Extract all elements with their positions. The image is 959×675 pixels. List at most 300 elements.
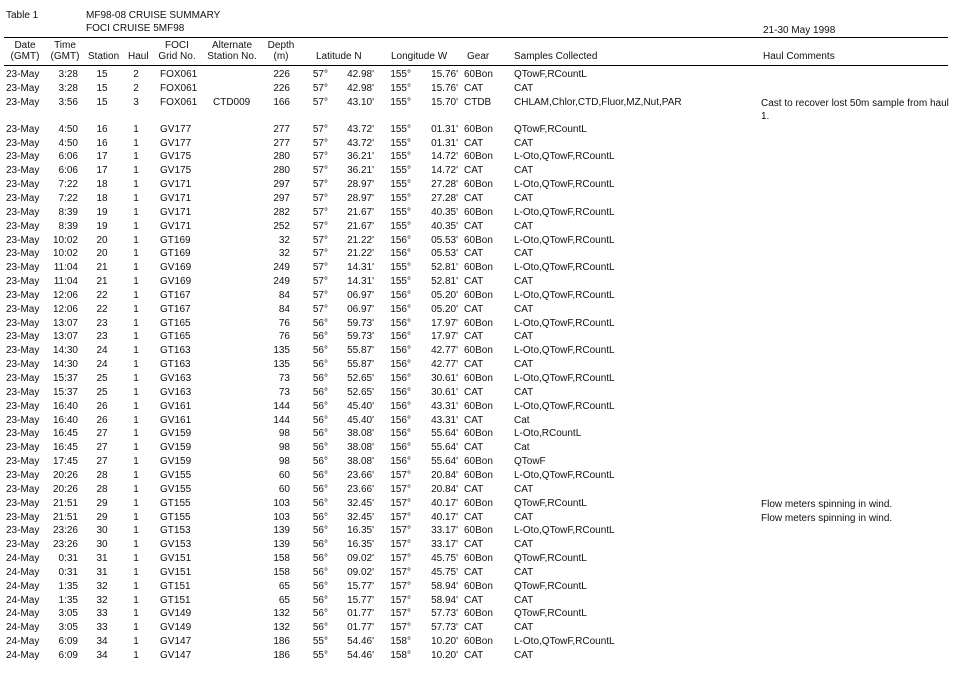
cell-grid: GV171 <box>160 179 192 191</box>
cell-lon-deg: 156° <box>390 456 411 468</box>
cell-lat-deg: 56° <box>312 594 328 606</box>
cell-gear: 60Bon <box>464 553 493 565</box>
cell-lon-deg: 157° <box>390 622 411 634</box>
table-row <box>0 567 959 581</box>
table-row <box>0 331 959 345</box>
cell-samples: CAT <box>514 82 534 94</box>
cell-depth: 186 <box>273 636 290 648</box>
col-grid-line2: Grid No. <box>158 51 196 62</box>
cell-lon-min: 01.31' <box>431 123 458 135</box>
cell-lat-deg: 57° <box>312 192 328 204</box>
cell-lat-deg: 57° <box>312 82 328 94</box>
table-row <box>0 525 959 539</box>
cell-station: 15 <box>96 82 108 94</box>
cell-lon-deg: 157° <box>390 511 411 523</box>
cell-lat-deg: 56° <box>312 331 328 343</box>
cell-depth: 65 <box>278 594 290 606</box>
cell-samples: QTowF,RCountL <box>514 553 587 565</box>
col-alt-station <box>204 40 260 62</box>
col-date-line1: Date <box>14 40 36 51</box>
cell-grid: GV177 <box>160 137 192 149</box>
cell-grid: GT151 <box>160 594 191 606</box>
cell-lon-min: 01.31' <box>431 137 458 149</box>
cell-lon-deg: 155° <box>390 192 411 204</box>
cell-grid: GV171 <box>160 220 192 232</box>
cell-lon-min: 40.17' <box>431 511 458 523</box>
cell-lat-min: 42.98' <box>347 82 374 94</box>
cell-samples: L-Oto,QTowF,RCountL <box>514 345 615 357</box>
cell-grid: FOX061 <box>160 69 198 80</box>
cell-station: 26 <box>96 414 108 426</box>
cell-lon-deg: 156° <box>390 234 411 246</box>
cell-grid: GV161 <box>160 400 192 412</box>
cell-station: 23 <box>96 317 108 329</box>
cell-grid: GV149 <box>160 622 192 634</box>
cell-haul: 1 <box>133 373 139 384</box>
cell-depth: 103 <box>273 511 290 523</box>
cell-time: 3:28 <box>58 82 78 94</box>
cell-grid: GT165 <box>160 317 191 329</box>
cell-haul: 1 <box>133 234 139 246</box>
cell-station: 32 <box>96 580 108 592</box>
cell-depth: 73 <box>278 373 290 384</box>
cell-station: 27 <box>96 428 108 440</box>
cell-lon-deg: 158° <box>390 636 411 648</box>
table-row <box>0 290 959 304</box>
cell-lon-deg: 155° <box>390 69 411 80</box>
cell-grid: GV171 <box>160 192 192 204</box>
col-grid-line1: FOCI <box>165 40 189 51</box>
col-time-line1: Time <box>54 40 76 51</box>
cell-lat-deg: 57° <box>312 165 328 177</box>
cell-lon-deg: 155° <box>390 96 411 108</box>
cell-time: 6:09 <box>58 650 78 661</box>
cell-lat-min: 59.73' <box>347 317 374 329</box>
cell-time: 6:09 <box>58 636 78 648</box>
cell-depth: 158 <box>273 553 290 565</box>
cell-gear: CAT <box>464 414 484 426</box>
cell-time: 8:39 <box>58 206 78 218</box>
cell-station: 15 <box>96 69 108 80</box>
cell-lon-min: 58.94' <box>431 580 458 592</box>
cell-gear: CAT <box>464 82 484 94</box>
cell-lat-min: 28.97' <box>347 179 374 191</box>
cell-depth: 84 <box>278 289 290 301</box>
cell-date: 23-May <box>6 234 40 246</box>
header-rule <box>4 65 948 66</box>
cell-depth: 73 <box>278 386 290 398</box>
cell-haul: 1 <box>133 151 139 163</box>
cell-grid: GV155 <box>160 483 192 495</box>
cell-station: 28 <box>96 469 108 481</box>
cell-lat-deg: 57° <box>312 69 328 80</box>
cell-station: 17 <box>96 165 108 177</box>
cell-lat-deg: 57° <box>312 123 328 135</box>
cell-date: 23-May <box>6 525 40 537</box>
table-row <box>0 276 959 290</box>
cell-lat-min: 14.31' <box>347 276 374 288</box>
cell-time: 21:51 <box>52 497 78 509</box>
cell-haul: 1 <box>133 525 139 537</box>
cell-lat-deg: 56° <box>312 317 328 329</box>
cell-station: 27 <box>96 456 108 468</box>
cell-lon-deg: 156° <box>390 373 411 384</box>
cell-lon-deg: 156° <box>390 428 411 440</box>
cell-date: 23-May <box>6 317 40 329</box>
cell-haul: 1 <box>133 262 139 274</box>
cell-lon-deg: 155° <box>390 151 411 163</box>
cell-depth: 249 <box>273 276 290 288</box>
cell-date: 23-May <box>6 539 40 551</box>
cell-station: 29 <box>96 497 108 509</box>
cell-time: 20:26 <box>52 469 78 481</box>
top-rule <box>4 37 948 38</box>
cell-date: 24-May <box>6 594 40 606</box>
cell-station: 27 <box>96 442 108 454</box>
cell-haul: 1 <box>133 317 139 329</box>
cell-samples: CAT <box>514 137 534 149</box>
cell-lat-deg: 56° <box>312 483 328 495</box>
cell-samples: L-Oto,QTowF,RCountL <box>514 151 615 163</box>
table-row <box>0 595 959 609</box>
table-row <box>0 345 959 359</box>
cell-grid: GT153 <box>160 525 191 537</box>
cell-time: 7:22 <box>58 179 78 191</box>
cell-lat-min: 15.77' <box>347 594 374 606</box>
cell-lon-min: 15.70' <box>431 96 458 108</box>
cell-station: 21 <box>96 262 108 274</box>
cell-haul: 1 <box>133 539 139 551</box>
cell-gear: 60Bon <box>464 608 493 620</box>
cell-samples: CAT <box>514 276 534 288</box>
cell-lon-min: 27.28' <box>431 192 458 204</box>
cell-lat-min: 38.08' <box>347 428 374 440</box>
cell-grid: GT151 <box>160 580 191 592</box>
cell-samples: CAT <box>514 248 534 260</box>
cell-haul: 1 <box>133 580 139 592</box>
cell-lat-min: 16.35' <box>347 525 374 537</box>
cell-lat-min: 59.73' <box>347 331 374 343</box>
cell-depth: 144 <box>273 400 290 412</box>
cell-samples: CAT <box>514 359 534 371</box>
cell-lat-min: 43.10' <box>347 96 374 108</box>
cell-grid: GT163 <box>160 345 191 357</box>
cell-samples: CAT <box>514 220 534 232</box>
cell-lat-deg: 56° <box>312 359 328 371</box>
col-haul: Haul <box>128 51 149 62</box>
cell-lat-min: 21.22' <box>347 248 374 260</box>
table-row <box>0 193 959 207</box>
cell-samples: L-Oto,QTowF,RCountL <box>514 206 615 218</box>
cell-haul: 1 <box>133 303 139 315</box>
cell-lat-deg: 57° <box>312 220 328 232</box>
cell-grid: GT169 <box>160 248 191 260</box>
table-row <box>0 581 959 595</box>
table-row <box>0 373 959 387</box>
cell-gear: 60Bon <box>464 400 493 412</box>
cell-gear: CTDB <box>464 96 492 108</box>
cell-time: 23:26 <box>52 539 78 551</box>
table-row <box>0 484 959 498</box>
cell-date: 23-May <box>6 206 40 218</box>
cell-lat-deg: 56° <box>312 497 328 509</box>
cell-depth: 135 <box>273 345 290 357</box>
cell-lat-min: 36.21' <box>347 151 374 163</box>
date-range: 21-30 May 1998 <box>763 25 836 36</box>
table-row <box>0 83 959 97</box>
cell-grid: GT167 <box>160 303 191 315</box>
cell-grid: FOX061 <box>160 96 198 108</box>
cell-grid: GV151 <box>160 553 192 565</box>
table-row <box>0 650 959 664</box>
cell-lon-min: 15.76' <box>431 69 458 80</box>
cell-grid: GV147 <box>160 636 192 648</box>
cell-gear: CAT <box>464 442 484 454</box>
cell-date: 23-May <box>6 400 40 412</box>
cell-lon-deg: 155° <box>390 137 411 149</box>
cell-samples: L-Oto,QTowF,RCountL <box>514 469 615 481</box>
cell-time: 12:06 <box>52 303 78 315</box>
cell-lat-min: 23.66' <box>347 469 374 481</box>
cell-lat-deg: 55° <box>312 636 328 648</box>
cell-lon-deg: 157° <box>390 580 411 592</box>
cell-lat-min: 21.22' <box>347 234 374 246</box>
cell-time: 17:45 <box>52 456 78 468</box>
cell-time: 6:06 <box>58 165 78 177</box>
table-row <box>0 359 959 373</box>
cell-date: 24-May <box>6 580 40 592</box>
cell-grid: GV153 <box>160 539 192 551</box>
cell-lat-deg: 56° <box>312 511 328 523</box>
cell-date: 23-May <box>6 303 40 315</box>
cell-lon-min: 17.97' <box>431 317 458 329</box>
page-subtitle: FOCI CRUISE 5MF98 <box>86 23 185 34</box>
col-samples: Samples Collected <box>514 51 598 62</box>
cell-haul: 1 <box>133 276 139 288</box>
cell-time: 6:06 <box>58 151 78 163</box>
cell-lon-deg: 155° <box>390 165 411 177</box>
cell-lat-deg: 57° <box>312 151 328 163</box>
cell-lat-deg: 56° <box>312 345 328 357</box>
cell-date: 24-May <box>6 553 40 565</box>
cell-gear: CAT <box>464 386 484 398</box>
col-depth-line2: (m) <box>273 51 289 62</box>
cell-samples: CAT <box>514 165 534 177</box>
cell-gear: CAT <box>464 650 484 661</box>
cell-date: 24-May <box>6 566 40 578</box>
cell-lat-min: 38.08' <box>347 442 374 454</box>
cell-time: 3:28 <box>58 69 78 80</box>
cell-time: 16:40 <box>52 414 78 426</box>
cell-gear: 60Bon <box>464 123 493 135</box>
cell-grid: GV163 <box>160 373 192 384</box>
cell-lat-min: 01.77' <box>347 608 374 620</box>
cell-lon-min: 10.20' <box>431 636 458 648</box>
cell-time: 13:07 <box>52 331 78 343</box>
col-latitude: Latitude N <box>316 51 362 62</box>
cell-samples: L-Oto,QTowF,RCountL <box>514 317 615 329</box>
cell-lat-min: 54.46' <box>347 636 374 648</box>
cell-gear: CAT <box>464 192 484 204</box>
cell-gear: CAT <box>464 220 484 232</box>
table-row <box>0 456 959 470</box>
cell-haul: 1 <box>133 123 139 135</box>
cell-samples: QTowF,RCountL <box>514 497 587 509</box>
cell-lon-min: 05.53' <box>431 234 458 246</box>
cell-lon-min: 55.64' <box>431 456 458 468</box>
cell-gear: 60Bon <box>464 151 493 163</box>
cell-haul: 1 <box>133 165 139 177</box>
cell-time: 14:30 <box>52 345 78 357</box>
cell-gear: CAT <box>464 483 484 495</box>
cell-gear: CAT <box>464 594 484 606</box>
col-alt-line2: Station No. <box>207 51 257 62</box>
cell-station: 17 <box>96 151 108 163</box>
cell-lat-deg: 56° <box>312 622 328 634</box>
cell-lon-deg: 156° <box>390 442 411 454</box>
cell-lon-min: 52.81' <box>431 262 458 274</box>
table-row <box>0 96 959 122</box>
col-station: Station <box>88 51 120 62</box>
cell-lon-deg: 156° <box>390 414 411 426</box>
cell-lat-deg: 56° <box>312 428 328 440</box>
cell-date: 23-May <box>6 359 40 371</box>
cell-date: 23-May <box>6 276 40 288</box>
cell-grid: GT163 <box>160 359 191 371</box>
cell-station: 18 <box>96 179 108 191</box>
cell-grid: GV163 <box>160 386 192 398</box>
cell-lon-min: 17.97' <box>431 331 458 343</box>
cell-lon-deg: 155° <box>390 206 411 218</box>
table-row <box>0 553 959 567</box>
cell-time: 15:37 <box>52 386 78 398</box>
cell-samples: Cat <box>514 414 530 426</box>
cell-lon-deg: 157° <box>390 483 411 495</box>
col-grid <box>154 40 200 62</box>
cell-samples: QTowF <box>514 456 546 468</box>
cell-lon-deg: 156° <box>390 400 411 412</box>
col-date-line2: (GMT) <box>10 51 40 62</box>
cell-lat-deg: 57° <box>312 303 328 315</box>
cell-time: 0:31 <box>58 553 78 565</box>
cell-samples: L-Oto,QTowF,RCountL <box>514 289 615 301</box>
table-row <box>0 304 959 318</box>
table-row <box>0 636 959 650</box>
cell-lat-min: 36.21' <box>347 165 374 177</box>
cell-depth: 60 <box>278 469 290 481</box>
cell-station: 15 <box>96 96 108 108</box>
cell-time: 21:51 <box>52 511 78 523</box>
cell-depth: 32 <box>278 234 290 246</box>
cell-station: 33 <box>96 622 108 634</box>
cell-time: 11:04 <box>53 276 78 288</box>
cell-gear: 60Bon <box>464 456 493 468</box>
cell-time: 4:50 <box>58 137 78 149</box>
cell-lat-deg: 56° <box>312 525 328 537</box>
col-time <box>48 40 82 62</box>
cell-station: 20 <box>96 248 108 260</box>
col-depth <box>264 40 298 62</box>
cell-lat-deg: 56° <box>312 414 328 426</box>
cell-lon-min: 55.64' <box>431 442 458 454</box>
cell-grid: GV149 <box>160 608 192 620</box>
cell-haul: 1 <box>133 650 139 661</box>
cell-station: 34 <box>96 650 108 661</box>
table-row <box>0 428 959 442</box>
cell-haul: 1 <box>133 345 139 357</box>
cell-lon-deg: 157° <box>390 539 411 551</box>
cell-date: 23-May <box>6 483 40 495</box>
cell-lat-min: 43.72' <box>347 137 374 149</box>
cell-haul: 1 <box>133 400 139 412</box>
cell-lat-deg: 56° <box>312 566 328 578</box>
cell-lat-deg: 56° <box>312 580 328 592</box>
cell-samples: L-Oto,RCountL <box>514 428 582 440</box>
cell-lat-deg: 56° <box>312 469 328 481</box>
cell-samples: CHLAM,Chlor,CTD,Fluor,MZ,Nut,PAR <box>514 96 682 108</box>
cell-lat-min: 43.72' <box>347 123 374 135</box>
cell-lat-deg: 57° <box>312 234 328 246</box>
cell-lon-min: 30.61' <box>431 386 458 398</box>
cell-haul: 3 <box>133 96 139 108</box>
cell-gear: 60Bon <box>464 428 493 440</box>
cell-lat-min: 23.66' <box>347 483 374 495</box>
cell-haul: 1 <box>133 386 139 398</box>
page-title: MF98-08 CRUISE SUMMARY <box>86 10 221 21</box>
cell-lon-min: 40.35' <box>431 220 458 232</box>
cell-lat-min: 28.97' <box>347 192 374 204</box>
cell-haul: 1 <box>133 553 139 565</box>
cell-samples: CAT <box>514 331 534 343</box>
cell-lat-deg: 56° <box>312 400 328 412</box>
cell-date: 24-May <box>6 608 40 620</box>
cell-samples: CAT <box>514 192 534 204</box>
table-row <box>0 318 959 332</box>
cell-date: 23-May <box>6 469 40 481</box>
cell-gear: 60Bon <box>464 317 493 329</box>
cell-haul: 1 <box>133 511 139 523</box>
cell-gear: CAT <box>464 137 484 149</box>
table-row <box>0 387 959 401</box>
cell-lat-deg: 56° <box>312 442 328 454</box>
cell-date: 23-May <box>6 82 40 94</box>
cell-depth: 277 <box>273 137 290 149</box>
cell-lon-deg: 156° <box>390 303 411 315</box>
table-row <box>0 401 959 415</box>
cell-grid: FOX061 <box>160 82 198 94</box>
col-depth-line1: Depth <box>267 40 295 51</box>
cell-lon-deg: 156° <box>390 317 411 329</box>
cell-lat-min: 32.45' <box>347 511 374 523</box>
cell-haul: 2 <box>133 82 139 94</box>
cell-haul: 1 <box>133 469 139 481</box>
cell-samples: L-Oto,QTowF,RCountL <box>514 179 615 191</box>
cell-date: 23-May <box>6 331 40 343</box>
cell-depth: 132 <box>273 622 290 634</box>
cell-lat-min: 55.87' <box>347 359 374 371</box>
cell-samples: L-Oto,QTowF,RCountL <box>514 400 615 412</box>
cell-station: 16 <box>96 123 108 135</box>
cell-station: 24 <box>96 359 108 371</box>
col-gear: Gear <box>467 51 490 62</box>
cell-lat-min: 15.77' <box>347 580 374 592</box>
cell-gear: 60Bon <box>464 206 493 218</box>
cell-lon-min: 43.31' <box>431 414 458 426</box>
table-row <box>0 248 959 262</box>
cell-gear: CAT <box>464 511 484 523</box>
cell-lat-min: 52.65' <box>347 373 374 384</box>
cell-lat-min: 21.67' <box>347 220 374 232</box>
